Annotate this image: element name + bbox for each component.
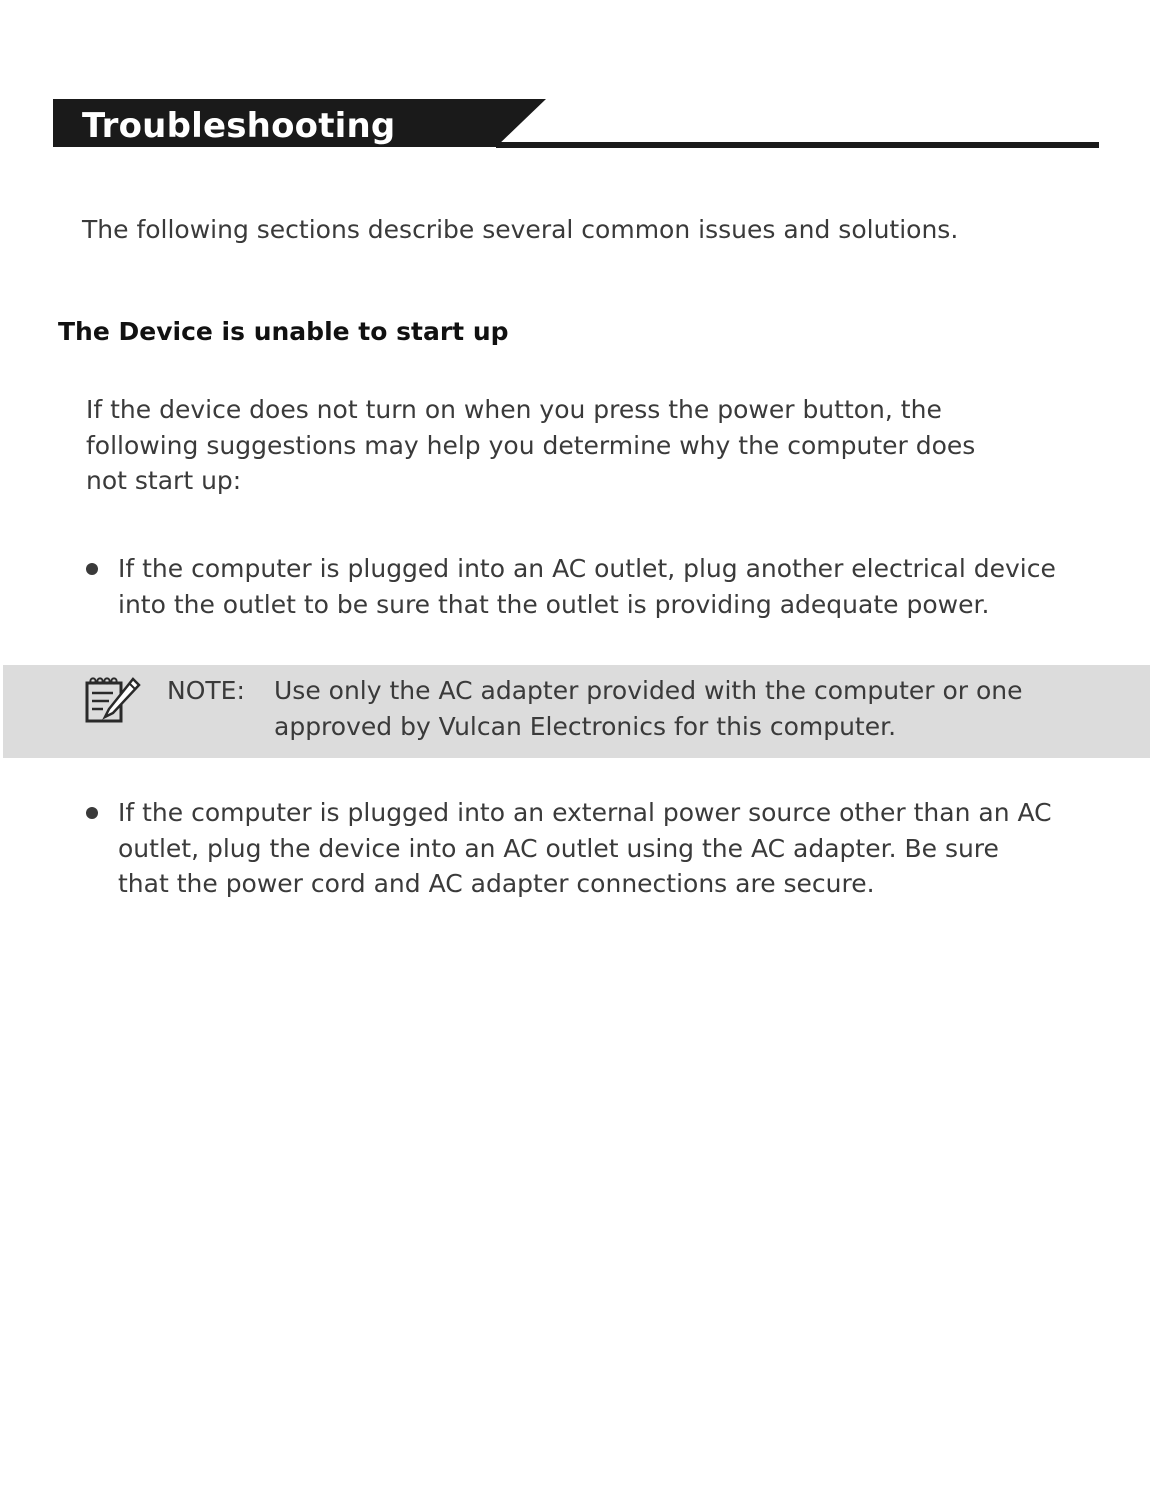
paragraph-line: following suggestions may help you determine why the computer does bbox=[86, 430, 976, 460]
paragraph-line: If the device does not turn on when you press the power button, the bbox=[86, 395, 942, 424]
bullet-line: If the computer is plugged into an external power source other than an AC bbox=[118, 798, 1052, 827]
bullet-line: If the computer is plugged into an AC outlet, plug another electrical device bbox=[118, 554, 1056, 583]
bullet-dot-icon bbox=[86, 563, 98, 575]
section-banner bbox=[53, 99, 1099, 151]
bullet-line: outlet, plug the device into an AC outlet using the AC adapter. Be sure bbox=[118, 833, 999, 863]
bullet-dot-icon bbox=[86, 807, 98, 819]
note-pencil-icon bbox=[83, 673, 141, 727]
bullet-item bbox=[86, 795, 1106, 903]
bullet-line: into the outlet to be sure that the outlet is providing adequate power. bbox=[118, 589, 990, 619]
page-title: Troubleshooting bbox=[82, 106, 396, 146]
section-heading: The Device is unable to start up bbox=[58, 317, 509, 346]
paragraph-line: not start up: bbox=[86, 466, 242, 495]
intro-text: The following sections describe several common issues and solutions. bbox=[82, 215, 959, 244]
note-callout bbox=[3, 665, 1150, 758]
note-label: NOTE: bbox=[167, 676, 245, 705]
note-text bbox=[274, 673, 1023, 744]
bullet-line: that the power cord and AC adapter connections are secure. bbox=[118, 869, 875, 898]
section-paragraph bbox=[86, 392, 1046, 499]
note-line: approved by Vulcan Electronics for this computer. bbox=[274, 711, 897, 741]
bullet-text bbox=[118, 795, 1052, 902]
bullet-item bbox=[86, 551, 1106, 623]
note-line: Use only the AC adapter provided with the computer or one bbox=[274, 676, 1023, 705]
bullet-text bbox=[118, 551, 1056, 622]
